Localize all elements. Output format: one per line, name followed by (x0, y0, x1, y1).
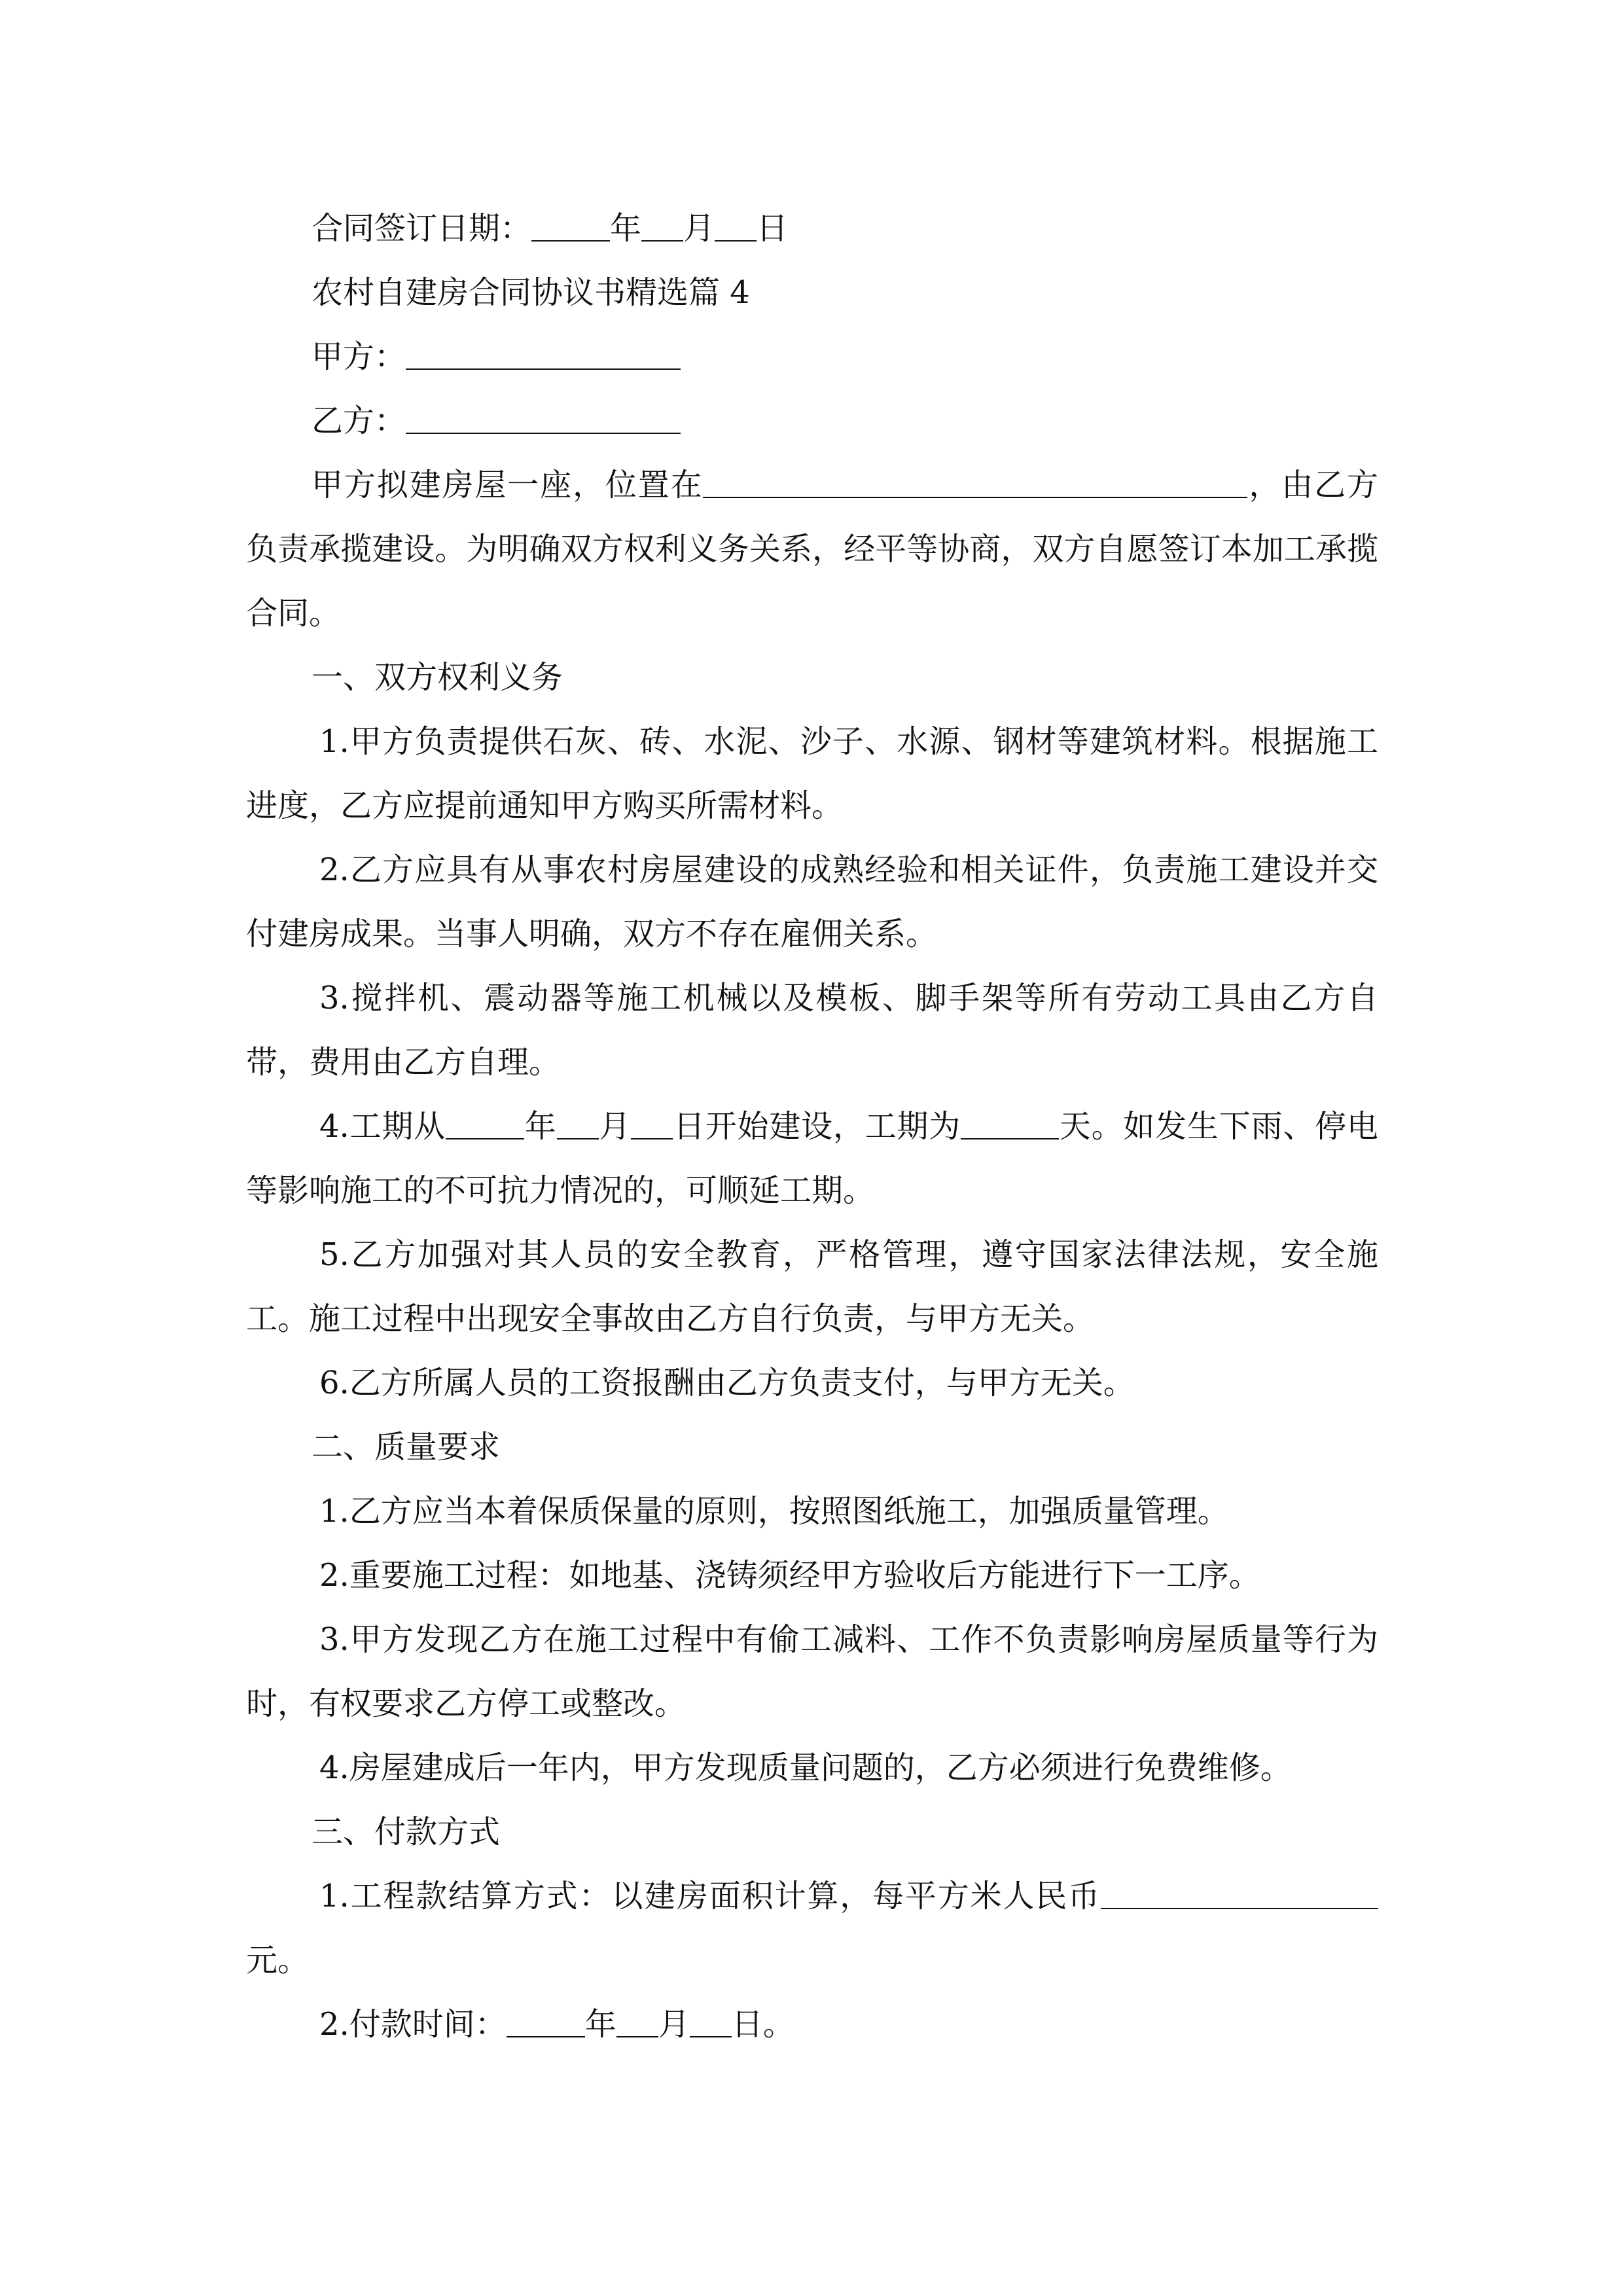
party-a-line (246, 325, 1378, 389)
payment-year-label: 年 (584, 2006, 616, 2043)
section-1-item-1: 1.甲方负责提供石灰、砖、水泥、沙子、水源、钢材等建筑材料。根据施工进度，乙方应提前通知甲方购买所需材料。 (246, 723, 1378, 824)
section-1-item-3: 3.搅拌机、震动器等施工机械以及模板、脚手架等所有劳动工具由乙方自带，费用由乙方自理。 (246, 980, 1378, 1081)
payment-month-blank (616, 2006, 658, 2037)
party-a-blank (406, 338, 681, 370)
payment-time-suffix: 日。 (731, 2006, 794, 2043)
item4-middle: 日开始建设，工期为 (673, 1108, 961, 1145)
section-2-item-1: 1.乙方应当本着保质保量的原则，按照图纸施工，加强质量管理。 (319, 1493, 1229, 1530)
payment-method-suffix: 元。 (246, 1942, 310, 1979)
location-blank (703, 467, 1247, 498)
start-day-blank (631, 1108, 673, 1139)
sign-date-line (246, 196, 1378, 260)
section-3-heading: 三、付款方式 (312, 1814, 501, 1850)
item4-prefix: 4.工期从 (319, 1108, 446, 1145)
document-body (246, 196, 1378, 2056)
sign-month-label: 月 (683, 210, 715, 247)
start-year-blank (446, 1108, 524, 1139)
section-2-item-3: 3.甲方发现乙方在施工过程中有偷工减料、工作不负责影响房屋质量等行为时，有权要求乙方停工或整改。 (246, 1621, 1378, 1722)
party-b-label: 乙方： (312, 403, 406, 439)
sign-year-label: 年 (610, 210, 642, 247)
item4-month: 月 (598, 1108, 632, 1145)
intro-text-2: ，由乙方负责承揽建设。为明确双方权利义务关系，经平等协商，双方自愿签订本加工承揽合同。 (246, 467, 1378, 632)
start-month-blank (557, 1108, 599, 1139)
section-2-item-4: 4.房屋建成后一年内，甲方发现质量问题的，乙方必须进行免费维修。 (319, 1749, 1292, 1786)
duration-days-blank (961, 1108, 1059, 1139)
section-3-item-1 (246, 1864, 1378, 1992)
sign-year-blank (531, 210, 610, 242)
section-1-item-5: 5.乙方加强对其人员的安全教育，严格管理，遵守国家法律法规，安全施工。施工过程中出现安全事故由乙方自行负责，与甲方无关。 (246, 1236, 1378, 1337)
payment-time-prefix: 2.付款时间： (319, 2006, 507, 2043)
party-a-label: 甲方： (312, 338, 406, 375)
price-per-sqm-blank (1101, 1878, 1378, 1909)
payment-year-blank (507, 2006, 585, 2037)
payment-day-blank (690, 2006, 732, 2037)
sign-day-blank (715, 210, 757, 242)
section-2-heading: 二、质量要求 (312, 1429, 501, 1465)
payment-month-label: 月 (658, 2006, 690, 2043)
section-1-item-2: 2.乙方应具有从事农村房屋建设的成熟经验和相关证件，负责施工建设并交付建房成果。当事人明确，双方不存在雇佣关系。 (246, 852, 1378, 952)
party-b-blank (406, 403, 681, 434)
sign-day-label: 日 (757, 210, 789, 247)
section-3-item-2 (246, 1992, 1378, 2056)
section-1-heading: 一、双方权利义务 (312, 659, 563, 696)
document-title: 农村自建房合同协议书精选篇 4 (312, 274, 750, 311)
party-b-line (246, 389, 1378, 453)
sign-month-blank (641, 210, 683, 242)
item4-suffix: 天。如发生下雨、停电等影响施工的不可抗力情况的，可顺延工期。 (246, 1108, 1378, 1209)
intro-text-1: 甲方拟建房屋一座，位置在 (312, 467, 704, 503)
item4-year: 年 (524, 1108, 557, 1145)
section-1-item-6: 6.乙方所属人员的工资报酬由乙方负责支付，与甲方无关。 (319, 1365, 1135, 1401)
section-2-item-2: 2.重要施工过程：如地基、浇铸须经甲方验收后方能进行下一工序。 (319, 1557, 1260, 1594)
section-1-item-4 (246, 1094, 1378, 1223)
intro-paragraph (246, 453, 1378, 645)
sign-date-label: 合同签订日期： (312, 210, 532, 247)
payment-method-prefix: 1.工程款结算方式：以建房面积计算，每平方米人民币 (319, 1878, 1101, 1914)
